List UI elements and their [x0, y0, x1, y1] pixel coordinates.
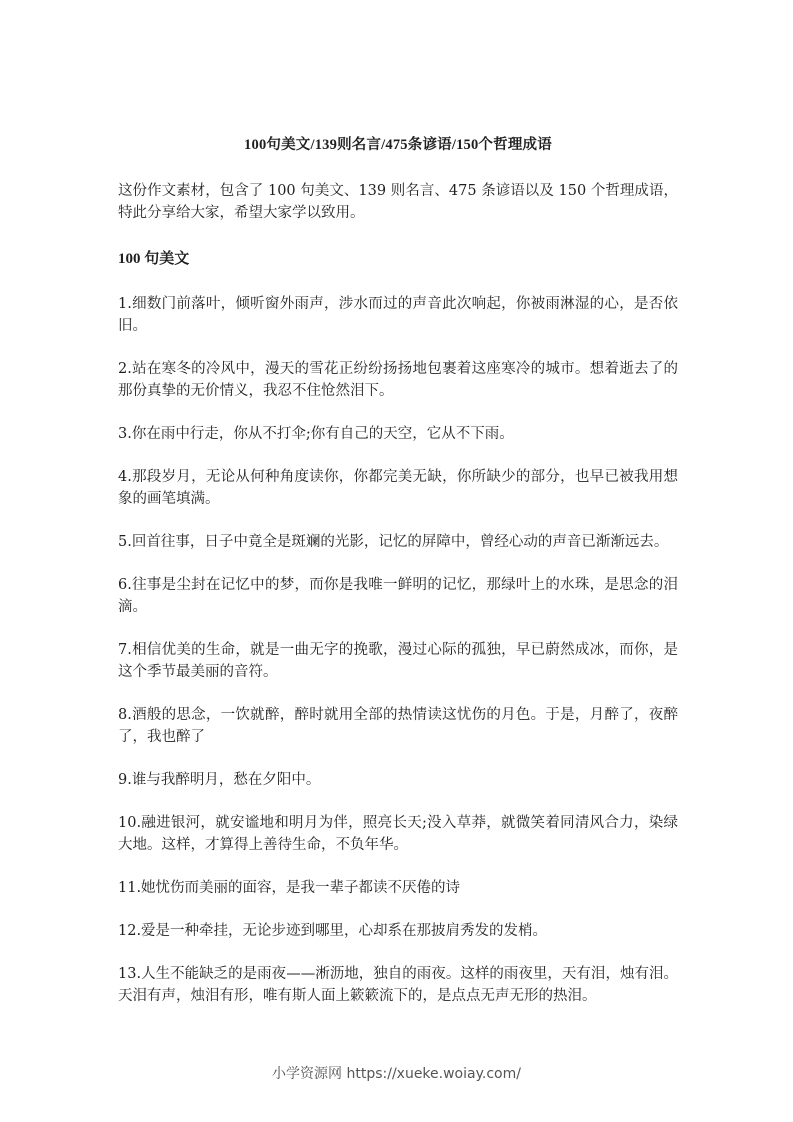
list-item: 2.站在寒冬的冷风中，漫天的雪花正纷纷扬扬地包裹着这座寒冷的城市。想着逝去了的那份真挚的无价情义，我忍不住怆然泪下。 [118, 361, 678, 399]
document-page [118, 133, 678, 1028]
section-heading: 100 句美文 [118, 251, 190, 267]
list-item: 4.那段岁月，无论从何种角度读你，你都完美无缺，你所缺少的部分，也早已被我用想象的画笔填满。 [118, 469, 678, 507]
list-item: 6.往事是尘封在记忆中的梦，而你是我唯一鲜明的记忆，那绿叶上的水珠，是思念的泪滴。 [118, 577, 678, 615]
intro-paragraph: 这份作文素材，包含了 100 句美文、139 则名言、475 条谚语以及 150 个哲理成语，特此分享给大家，希望大家学以致用。 [118, 183, 678, 221]
list-item: 8.酒般的思念，一饮就醉，醉时就用全部的热情读这忧伤的月色。于是，月醉了，夜醉了，我也醉了 [118, 707, 678, 745]
list-item: 7.相信优美的生命，就是一曲无字的挽歌，漫过心际的孤独，早已蔚然成冰，而你，是这个季节最美丽的音符。 [118, 642, 678, 680]
footer-watermark: 小学资源网 https://xueke.woiay.com/ [272, 1066, 521, 1082]
list-item: 3.你在雨中行走，你从不打伞;你有自己的天空，它从不下雨。 [118, 426, 514, 442]
document-title: 100句美文/139则名言/475条谚语/150个哲理成语 [244, 137, 552, 153]
list-item: 13.人生不能缺乏的是雨夜——淅沥地，独自的雨夜。这样的雨夜里，天有泪，烛有泪。天泪有声，烛泪有形，唯有斯人面上簌簌流下的，是点点无声无形的热泪。 [118, 966, 678, 1004]
list-item: 11.她忧伤而美丽的面容，是我一辈子都读不厌倦的诗 [118, 880, 461, 896]
list-item: 9.谁与我醉明月，愁在夕阳中。 [118, 772, 321, 788]
list-item: 12.爱是一种牵挂，无论步迹到哪里，心却系在那披肩秀发的发梢。 [118, 923, 548, 939]
item-list [118, 293, 678, 1007]
list-item: 1.细数门前落叶，倾听窗外雨声，涉水而过的声音此次响起，你被雨淋湿的心，是否依旧。 [118, 296, 678, 334]
list-item: 5.回首往事，日子中竟全是斑斓的光影，记忆的屏障中，曾经心动的声音已渐渐远去。 [118, 534, 669, 550]
list-item: 10.融进银河，就安谧地和明月为伴，照亮长天;没入草莽，就微笑着同清风合力，染绿大地。这样，才算得上善待生命，不负年华。 [118, 815, 678, 853]
